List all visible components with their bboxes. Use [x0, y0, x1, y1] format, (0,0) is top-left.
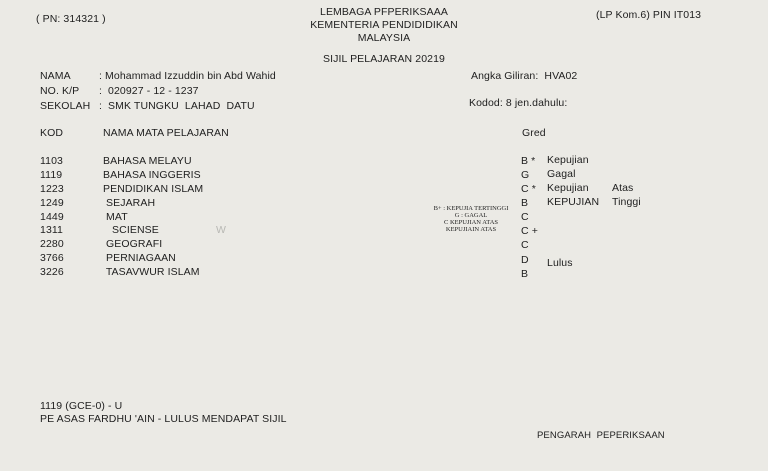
column-gred: Gred — [522, 127, 546, 139]
nokp-value: : 020927 - 12 - 1237 — [99, 85, 199, 97]
subject-name: MAT — [103, 211, 128, 223]
subject-kod: 3766 — [40, 252, 64, 264]
grade: C + — [521, 225, 538, 237]
grade: B — [521, 268, 529, 280]
grade-note-extra: Tinggi — [612, 196, 641, 208]
subject-name: SCIENSE — [103, 224, 159, 236]
column-subject-name: NAMA MATA PELAJARAN — [103, 127, 229, 139]
subject-kod: 1103 — [40, 155, 63, 167]
grade-note: Lulus — [547, 257, 573, 269]
subject-name: SEJARAH — [103, 197, 156, 209]
grade-note: Kepujian — [547, 182, 589, 194]
gce-note: 1119 (GCE-0) - U — [40, 400, 123, 412]
subject-kod: 2280 — [40, 238, 64, 250]
faint-mark: W — [216, 224, 227, 236]
subject-name: GEOGRAFI — [103, 238, 163, 250]
nokp-label: NO. K/P — [40, 85, 80, 97]
subject-name: TASAVWUR ISLAM — [103, 266, 200, 278]
legend-line: KEPUJIAIN ATAS — [445, 226, 497, 233]
reference-code: (LP Kom.6) PIN IT013 — [596, 9, 702, 21]
subject-name: PENDIDIKAN ISLAM — [103, 183, 204, 195]
legend-line: C KEPUJIAN ATAS — [443, 219, 498, 226]
subject-name: PERNIAGAAN — [103, 252, 176, 264]
grade-note: Kepujian — [547, 154, 589, 166]
nama-value: : Mohammad Izzuddin bin Abd Wahid — [99, 70, 276, 82]
org-line-2: KEMENTERIA PENDIDIDIKAN — [310, 19, 458, 31]
grade: B — [521, 197, 529, 209]
kodod-note: Kodod: 8 jen.dahulu: — [469, 97, 568, 109]
org-line-1: LEMBAGA PFPERIKSAAA — [320, 6, 448, 18]
subject-name: BAHASA MELAYU — [103, 155, 192, 167]
subject-kod: 1249 — [40, 197, 64, 209]
column-kod: KOD — [40, 127, 64, 139]
grade: C — [521, 211, 529, 223]
subject-name: BAHASA INGGERIS — [103, 169, 201, 181]
fardhu-ain-note: PE ASAS FARDHU 'AIN - LULUS MENDAPAT SIJIL — [40, 413, 287, 425]
grade-note: KEPUJIAN — [547, 196, 600, 208]
sekolah-value: : SMK TUNGKU LAHAD DATU — [99, 100, 255, 112]
grade: G — [521, 169, 530, 181]
sekolah-label: SEKOLAH — [40, 100, 91, 112]
pn-number: ( PN: 314321 ) — [36, 13, 106, 25]
subject-kod: 1119 — [40, 169, 63, 181]
signatory-title: PENGARAH PEPERIKSAAN — [537, 430, 665, 441]
subject-kod: 3226 — [40, 266, 64, 278]
grade: C — [521, 239, 529, 251]
grade: C * — [521, 183, 536, 195]
grade-note-extra: Atas — [612, 182, 634, 194]
legend-line: B+ : KEPUJIA TERTINGGI — [433, 205, 509, 212]
subject-kod: 1311 — [40, 224, 63, 236]
grade: D — [521, 254, 529, 266]
subject-kod: 1223 — [40, 183, 64, 195]
angka-giliran: Angka Giliran: HVA02 — [471, 70, 578, 82]
certificate-title: SIJIL PELAJARAN 20219 — [323, 53, 445, 65]
grade-legend — [418, 205, 524, 233]
grade-note: Gagal — [547, 168, 576, 180]
grade: B * — [521, 155, 536, 167]
subject-kod: 1449 — [40, 211, 64, 223]
nama-label: NAMA — [40, 70, 71, 82]
legend-line: G : GAGAL — [454, 212, 488, 219]
org-line-3: MALAYSIA — [357, 32, 411, 44]
